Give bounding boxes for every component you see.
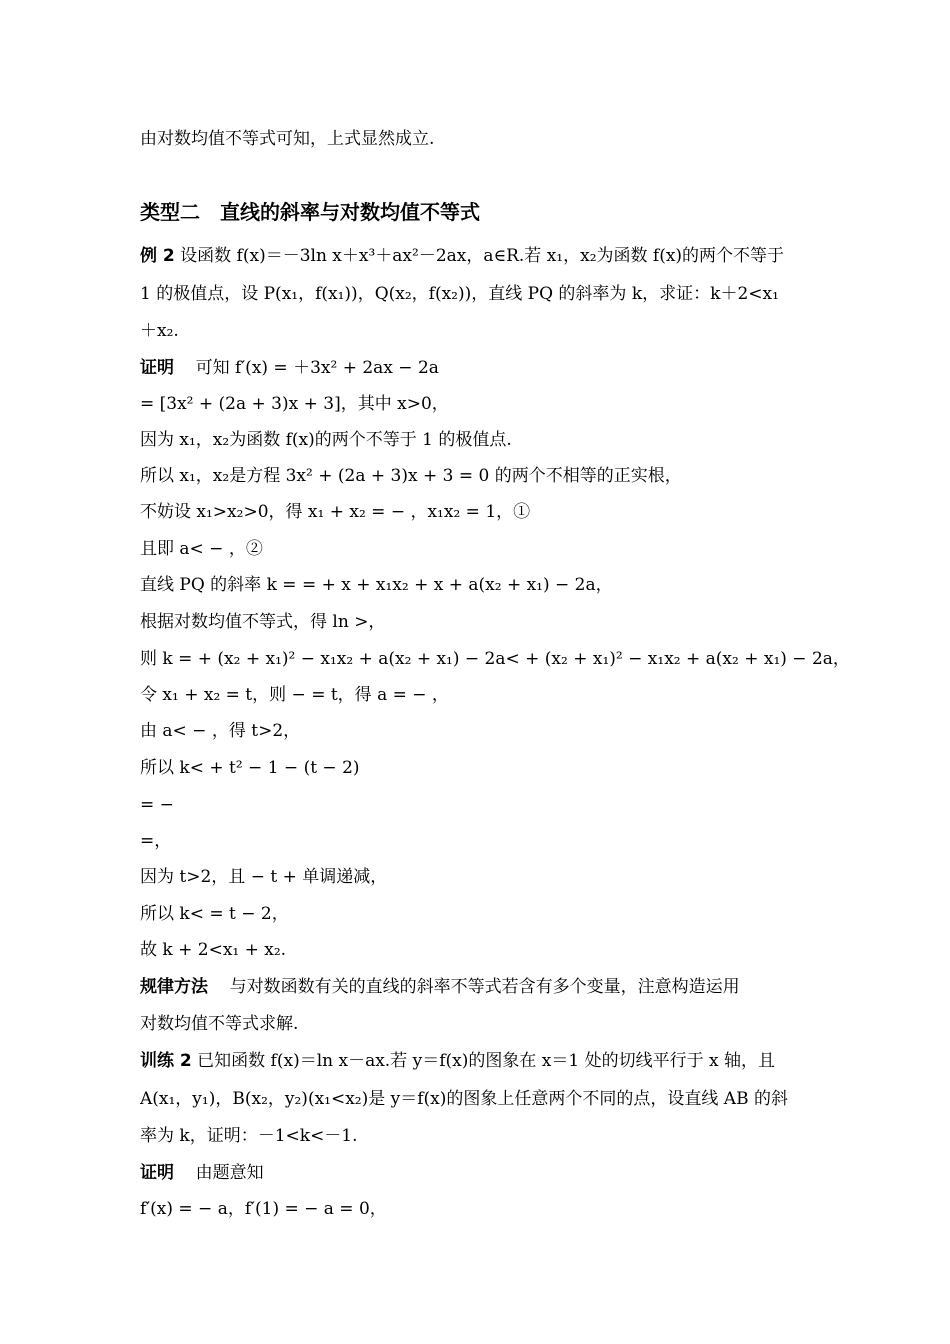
text-line: 根据对数均值不等式，得 ln >， [140, 612, 386, 632]
example-text: 设函数 f(x)＝－3ln x＋x³＋ax²－2ax，a∈R.若 x₁，x₂为函数 f(x)的两个不等于 [180, 246, 785, 266]
proof-text: 由题意知 [195, 1163, 264, 1183]
text-line: 由 a< − ，得 t>2， [140, 721, 301, 741]
method-line [140, 976, 740, 998]
text-line: 所以 k< + t² − 1 − (t − 2) [140, 758, 360, 778]
text-line: 因为 t>2，且 − t + 单调递减， [140, 867, 388, 887]
exercise-line [140, 1050, 775, 1072]
example-line [140, 245, 784, 267]
text-line: 因为 x₁，x₂为函数 f(x)的两个不等于 1 的极值点. [140, 430, 512, 450]
method-text: 与对数函数有关的直线的斜率不等式若含有多个变量，注意构造运用 [229, 977, 740, 997]
example-label: 例 2 [140, 246, 175, 266]
text-line: 由对数均值不等式可知，上式显然成立. [140, 129, 435, 149]
proof-text: 可知 f′(x) = ＋3x² + 2ax − 2a [195, 358, 439, 378]
text-line: 则 k = + (x₂ + x₁)² − x₁x₂ + a(x₂ + x₁) − 2a< + (x₂ + x₁)² − x₁x₂ + a(x₂ + x₁) − 2a， [140, 649, 850, 669]
text-line: =， [140, 831, 172, 851]
text-line: 对数均值不等式求解. [140, 1014, 299, 1034]
text-line: 令 x₁ + x₂ = t，则 − = t，得 a = − ， [140, 685, 449, 705]
text-line: = [3x² + (2a + 3)x + 3]，其中 x>0， [140, 394, 449, 414]
text-line: 不妨设 x₁>x₂>0，得 x₁ + x₂ = − ，x₁x₂ = 1，① [140, 502, 531, 522]
proof-label: 证明 [140, 358, 174, 378]
text-line: f′(x) = − a，f′(1) = − a = 0， [140, 1199, 387, 1219]
text-line: 率为 k，证明：－1<k<－1. [140, 1126, 358, 1146]
text-line: 直线 PQ 的斜率 k = = + x + x₁x₂ + x + a(x₂ + x₁) − 2a， [140, 575, 613, 595]
text-line: 所以 k< = t − 2， [140, 904, 289, 924]
text-line: 1 的极值点，设 P(x₁，f(x₁))，Q(x₂，f(x₂))，直线 PQ 的斜率为 k，求证：k＋2<x₁ [140, 284, 779, 304]
method-label: 规律方法 [140, 977, 208, 997]
proof-line [140, 357, 439, 379]
section-heading: 类型二 直线的斜率与对数均值不等式 [140, 200, 480, 224]
proof-line [140, 1162, 264, 1184]
text-line: 故 k + 2<x₁ + x₂. [140, 940, 287, 960]
proof-label: 证明 [140, 1163, 174, 1183]
text-line: 所以 x₁，x₂是方程 3x² + (2a + 3)x + 3 = 0 的两个不相等的正实根， [140, 466, 682, 486]
text-line: ＋x₂. [140, 321, 179, 341]
text-line: 且即 a< − ，② [140, 539, 263, 559]
text-line: A(x₁，y₁)，B(x₂，y₂)(x₁<x₂)是 y＝f(x)的图象上任意两个不同的点，设直线 AB 的斜 [140, 1089, 788, 1109]
exercise-label: 训练 2 [140, 1051, 192, 1071]
text-line: = − [140, 795, 174, 815]
exercise-text: 已知函数 f(x)＝ln x－ax.若 y＝f(x)的图象在 x＝1 处的切线平行于 x 轴，且 [197, 1051, 775, 1071]
